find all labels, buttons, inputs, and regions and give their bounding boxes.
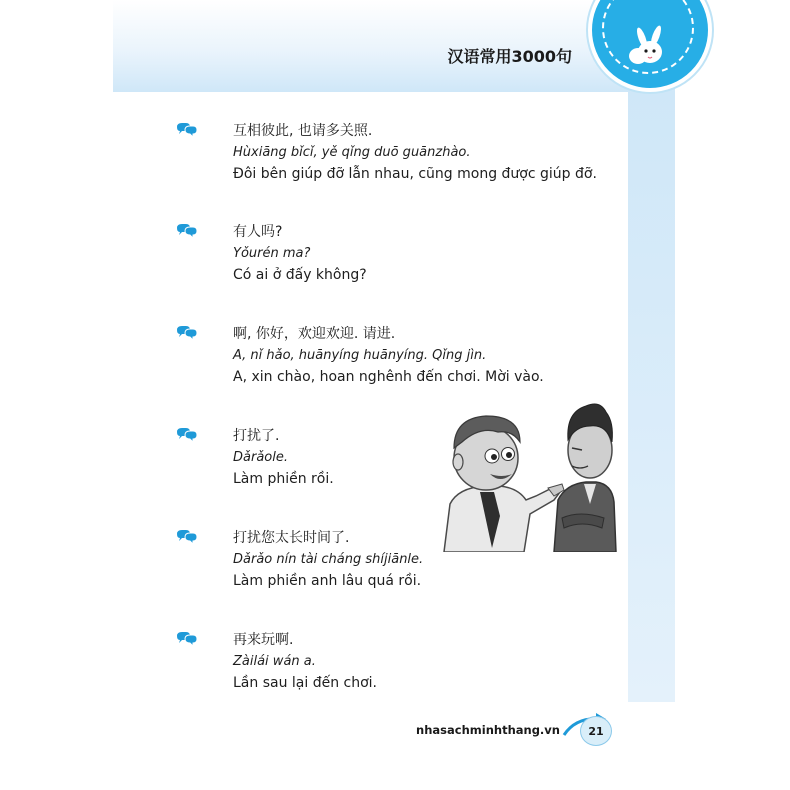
chinese-text: 有人吗? [233, 224, 283, 240]
vietnamese-text: Lần sau lại đến chơi. [233, 675, 378, 691]
chat-bubble-icon [176, 325, 198, 341]
pinyin-text: Hùxiāng bǐcǐ, yě qǐng duō guānzhào. [233, 145, 471, 160]
bunny-icon [592, 0, 708, 88]
chat-bubble-icon [176, 122, 198, 138]
pinyin-text: Yǒurén ma? [233, 246, 311, 261]
website-url: nhasachminhthang.vn [416, 723, 560, 737]
mascot-badge [588, 0, 712, 92]
pinyin-text: Dǎrǎo nín tài cháng shíjiānle. [233, 552, 424, 567]
chinese-text: 再来玩啊. [233, 632, 294, 648]
page-number: 21 [580, 716, 612, 746]
vietnamese-text: Đôi bên giúp đỡ lẫn nhau, cũng mong được giúp đỡ. [233, 166, 597, 182]
vietnamese-text: Làm phiền rồi. [233, 471, 334, 487]
chat-bubble-icon [176, 223, 198, 239]
page-title: 汉语常用3000句 [447, 47, 572, 66]
pinyin-text: A, nǐ hǎo, huānyíng huānyíng. Qǐng jìn. [233, 348, 487, 363]
chinese-text: 打扰您太长时间了. [233, 530, 350, 546]
two-men-illustration [440, 392, 620, 552]
chinese-text: 啊, 你好，欢迎欢迎. 请进. [233, 326, 396, 342]
chat-bubble-icon [176, 529, 198, 545]
chinese-text: 互相彼此, 也请多关照. [233, 123, 373, 139]
pinyin-text: Zàilái wán a. [233, 654, 316, 669]
vietnamese-text: Có ai ở đấy không? [233, 267, 367, 283]
chat-bubble-icon [176, 631, 198, 647]
vietnamese-text: Làm phiền anh lâu quá rồi. [233, 573, 422, 589]
vietnamese-text: A, xin chào, hoan nghênh đến chơi. Mời vào. [233, 369, 544, 385]
side-band [628, 92, 675, 702]
pinyin-text: Dǎrǎole. [233, 450, 288, 465]
chinese-text: 打扰了. [233, 428, 280, 444]
chat-bubble-icon [176, 427, 198, 443]
